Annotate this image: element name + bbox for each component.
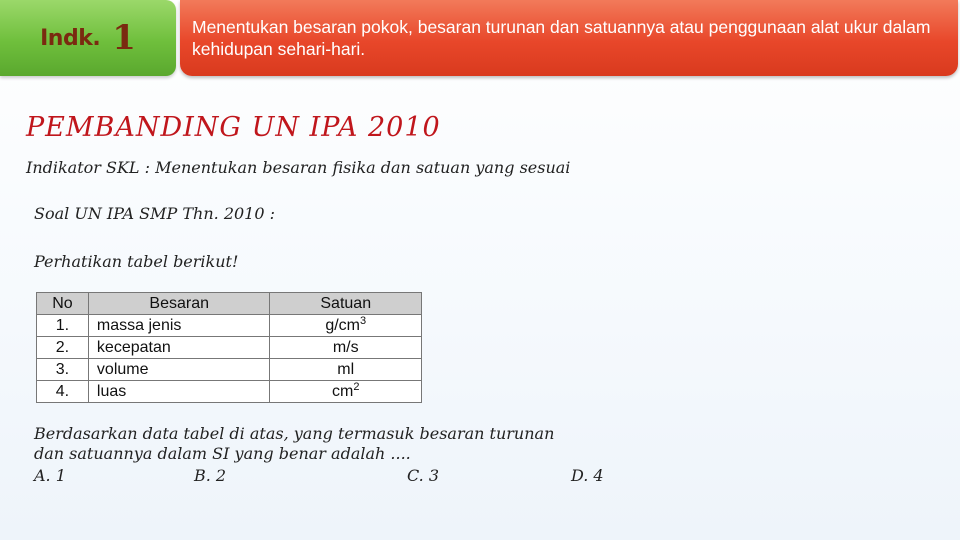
indikator-skl: Indikator SKL : Menentukan besaran fisika dan satuan yang sesuai [26, 158, 571, 177]
table-header-row [37, 293, 422, 315]
header-banner [180, 0, 958, 76]
row-satuan [270, 381, 422, 403]
header-satuan: Satuan [270, 293, 422, 315]
header-no: No [37, 293, 89, 315]
instruction-text: Perhatikan tabel berikut! [34, 252, 239, 271]
row-satuan [270, 315, 422, 337]
table-row [37, 337, 422, 359]
option-c[interactable]: C. 3 [407, 466, 440, 485]
quantity-table [36, 292, 422, 403]
row-besaran: massa jenis [88, 315, 270, 337]
indicator-label: Indk. [40, 25, 101, 51]
question-line: Berdasarkan data tabel di atas, yang termasuk besaran turunan [34, 424, 555, 443]
row-no: 3. [37, 359, 89, 381]
row-satuan [270, 359, 422, 381]
satuan-exponent: 3 [360, 315, 367, 327]
row-besaran: kecepatan [88, 337, 270, 359]
row-besaran: luas [88, 381, 270, 403]
option-a[interactable]: A. 1 [34, 466, 66, 485]
satuan-exponent: 2 [353, 381, 360, 393]
satuan-text: ml [337, 361, 355, 378]
header-text: Menentukan besaran pokok, besaran turunan dan satuannya atau penggunaan alat ukur dalam kehidupan sehari-hari. [192, 17, 931, 59]
row-no: 1. [37, 315, 89, 337]
row-no: 2. [37, 337, 89, 359]
table-row [37, 381, 422, 403]
satuan-text: g/cm [325, 317, 360, 334]
soal-heading: Soal UN IPA SMP Thn. 2010 : [34, 204, 276, 223]
satuan-text: cm [332, 383, 354, 400]
question-line: dan satuannya dalam SI yang benar adalah .... [34, 444, 411, 463]
indicator-number: 1 [112, 18, 136, 58]
table-row [37, 315, 422, 337]
page-title: PEMBANDING UN IPA 2010 [26, 112, 441, 143]
option-d[interactable]: D. 4 [571, 466, 604, 485]
header-besaran: Besaran [88, 293, 270, 315]
table-row [37, 359, 422, 381]
row-no: 4. [37, 381, 89, 403]
row-besaran: volume [88, 359, 270, 381]
satuan-text: m/s [332, 339, 359, 356]
indicator-badge [0, 0, 176, 76]
option-b[interactable]: B. 2 [194, 466, 227, 485]
row-satuan [270, 337, 422, 359]
question-text [34, 424, 634, 464]
